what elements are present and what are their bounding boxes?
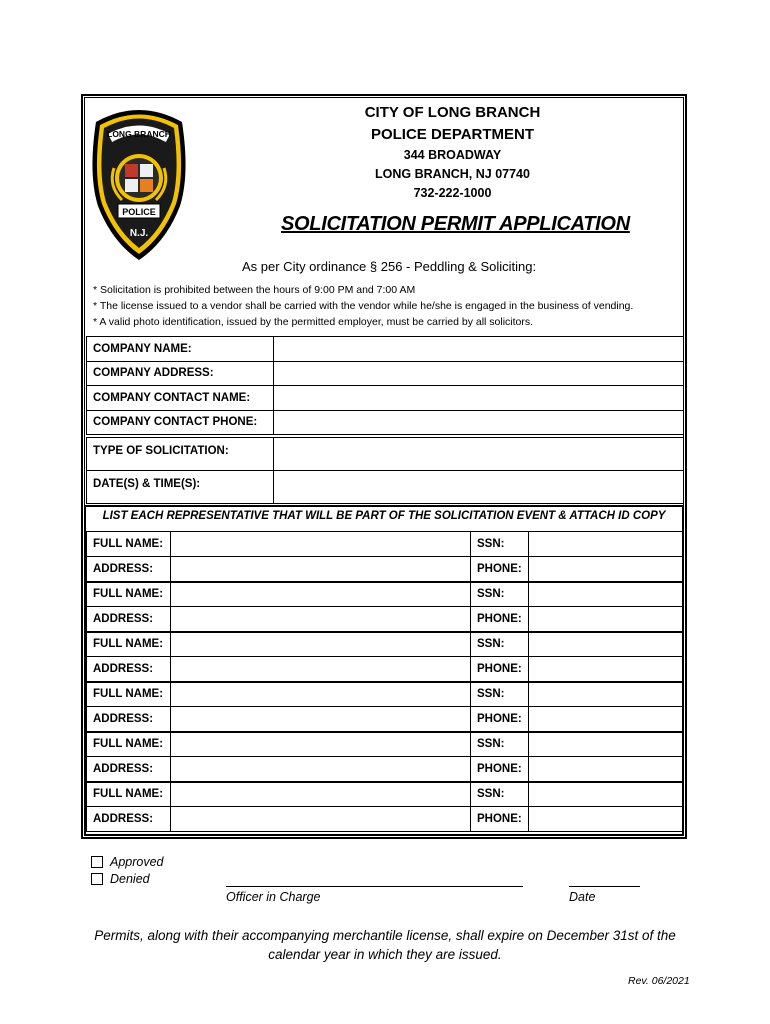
rep-name-label: FULL NAME:: [87, 782, 171, 807]
rep-address-label: ADDRESS:: [87, 607, 171, 632]
rep-ssn-label: SSN:: [471, 582, 529, 607]
badge-middle-text: POLICE: [122, 207, 156, 217]
rep-ssn-input[interactable]: [528, 682, 683, 707]
table-row: [87, 471, 684, 504]
table-row: [87, 386, 684, 411]
expiry-notice-line2: calendar year in which they are issued.: [268, 947, 502, 962]
rep-phone-label: PHONE:: [471, 757, 529, 782]
rep-name-input[interactable]: [171, 732, 471, 757]
rep-name-input[interactable]: [171, 782, 471, 807]
rep-phone-input[interactable]: [528, 707, 683, 732]
expiry-notice: [70, 926, 700, 964]
form-title: SOLICITATION PERMIT APPLICATION: [281, 213, 630, 235]
officer-signature-line[interactable]: [226, 886, 523, 887]
table-row: [87, 557, 684, 582]
table-row: [87, 582, 684, 607]
table-row: [87, 337, 684, 362]
rep-name-label: FULL NAME:: [87, 682, 171, 707]
table-row: [87, 657, 684, 682]
rep-address-input[interactable]: [171, 757, 471, 782]
rep-name-input[interactable]: [171, 532, 471, 557]
approved-checkbox[interactable]: [91, 856, 103, 868]
company-contact-name-label: COMPANY CONTACT NAME:: [87, 386, 274, 411]
rep-ssn-label: SSN:: [471, 732, 529, 757]
rep-phone-input[interactable]: [528, 557, 683, 582]
rep-phone-label: PHONE:: [471, 557, 529, 582]
rep-phone-input[interactable]: [528, 607, 683, 632]
company-contact-phone-label: COMPANY CONTACT PHONE:: [87, 410, 274, 435]
officer-label: Officer in Charge: [226, 890, 321, 904]
rep-address-input[interactable]: [171, 607, 471, 632]
rep-phone-input[interactable]: [528, 807, 683, 832]
rep-address-label: ADDRESS:: [87, 657, 171, 682]
rep-name-label: FULL NAME:: [87, 732, 171, 757]
rep-name-input[interactable]: [171, 632, 471, 657]
date-signature-line[interactable]: [569, 886, 640, 887]
rep-ssn-label: SSN:: [471, 632, 529, 657]
header-address: 344 BROADWAY: [403, 148, 502, 162]
rep-phone-input[interactable]: [528, 757, 683, 782]
rep-name-input[interactable]: [171, 682, 471, 707]
date-label: Date: [569, 890, 596, 904]
company-info-table: [86, 336, 684, 435]
table-row: [87, 632, 684, 657]
police-badge-icon: [88, 104, 190, 262]
table-row: [87, 807, 684, 832]
table-row: [87, 782, 684, 807]
table-row: [87, 757, 684, 782]
badge-bottom-text: N.J.: [129, 228, 149, 239]
company-contact-phone-input[interactable]: [274, 410, 684, 435]
rep-phone-label: PHONE:: [471, 707, 529, 732]
representatives-table: [86, 531, 684, 832]
rep-address-input[interactable]: [171, 557, 471, 582]
rep-address-label: ADDRESS:: [87, 557, 171, 582]
rep-ssn-input[interactable]: [528, 582, 683, 607]
table-row: [87, 682, 684, 707]
rep-name-label: FULL NAME:: [87, 632, 171, 657]
rep-phone-input[interactable]: [528, 657, 683, 682]
dates-times-input[interactable]: [274, 471, 684, 504]
denied-label: Denied: [110, 872, 150, 886]
rep-ssn-input[interactable]: [528, 732, 683, 757]
rep-address-label: ADDRESS:: [87, 807, 171, 832]
table-row: [87, 410, 684, 435]
note-license: * The license issued to a vendor shall be carried with the vendor while he/she is engaged in the business of vending.: [93, 300, 634, 312]
rep-phone-label: PHONE:: [471, 807, 529, 832]
rep-name-label: FULL NAME:: [87, 582, 171, 607]
rep-ssn-label: SSN:: [471, 782, 529, 807]
rep-ssn-input[interactable]: [528, 532, 683, 557]
denied-checkbox[interactable]: [91, 873, 103, 885]
header-department: POLICE DEPARTMENT: [370, 126, 535, 143]
table-row: [87, 732, 684, 757]
rep-address-input[interactable]: [171, 657, 471, 682]
company-address-input[interactable]: [274, 361, 684, 386]
company-name-input[interactable]: [274, 337, 684, 362]
company-name-label: COMPANY NAME:: [87, 337, 274, 362]
header-city-state: LONG BRANCH, NJ 07740: [375, 167, 530, 181]
rep-ssn-label: SSN:: [471, 682, 529, 707]
dates-times-label: DATE(S) & TIME(S):: [87, 471, 274, 504]
rep-address-label: ADDRESS:: [87, 757, 171, 782]
note-photo-id: * A valid photo identification, issued by the permitted employer, must be carried by all solicitors.: [93, 316, 534, 328]
rep-address-input[interactable]: [171, 707, 471, 732]
rep-ssn-input[interactable]: [528, 632, 683, 657]
company-address-label: COMPANY ADDRESS:: [87, 361, 274, 386]
table-row: [87, 361, 684, 386]
revision-label: Rev. 06/2021: [628, 975, 690, 987]
representatives-heading: LIST EACH REPRESENTATIVE THAT WILL BE PART OF THE SOLICITATION EVENT & ATTACH ID COPY: [102, 510, 666, 522]
approved-label: Approved: [110, 855, 164, 869]
badge-top-text: LONG BRANCH: [107, 129, 171, 139]
rep-phone-label: PHONE:: [471, 657, 529, 682]
rep-name-label: FULL NAME:: [87, 532, 171, 557]
rep-phone-label: PHONE:: [471, 607, 529, 632]
ordinance-text: As per City ordinance § 256 - Peddling & Soliciting:: [242, 259, 537, 274]
rep-ssn-label: SSN:: [471, 532, 529, 557]
expiry-notice-line1: Permits, along with their accompanying merchantile license, shall expire on December 31st of the: [94, 928, 676, 943]
table-row: [87, 607, 684, 632]
table-row: [87, 438, 684, 471]
rep-ssn-input[interactable]: [528, 782, 683, 807]
solicitation-type-input[interactable]: [274, 438, 684, 471]
rep-address-label: ADDRESS:: [87, 707, 171, 732]
header-city: CITY OF LONG BRANCH: [364, 104, 541, 121]
header-phone: 732-222-1000: [413, 186, 492, 200]
rep-name-input[interactable]: [171, 582, 471, 607]
note-hours: * Solicitation is prohibited between the hours of 9:00 PM and 7:00 AM: [93, 284, 416, 296]
table-row: [87, 532, 684, 557]
solicitation-type-label: TYPE OF SOLICITATION:: [87, 438, 274, 471]
solicitation-info-table: [86, 437, 684, 504]
company-contact-name-input[interactable]: [274, 386, 684, 411]
rep-address-input[interactable]: [171, 807, 471, 832]
table-row: [87, 707, 684, 732]
